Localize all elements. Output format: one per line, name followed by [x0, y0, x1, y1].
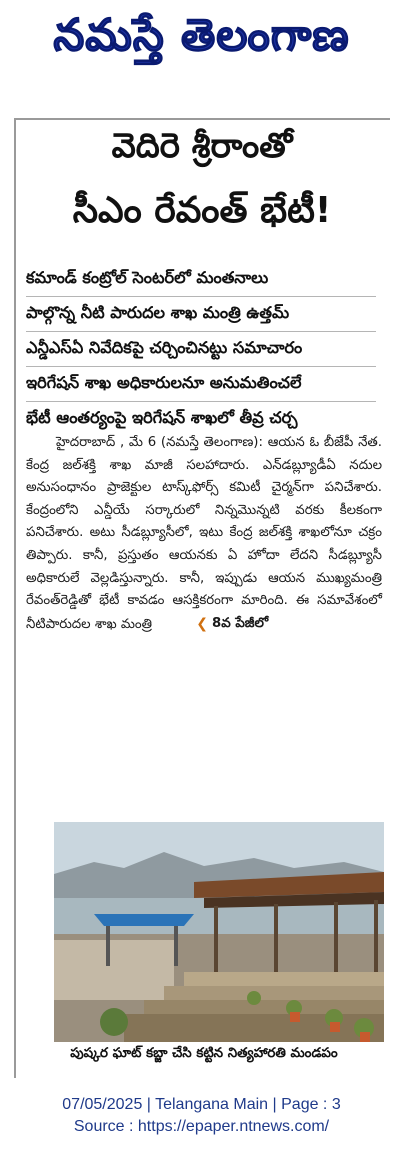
jump-label: 8వ పేజీలో — [212, 615, 269, 631]
masthead — [0, 0, 403, 82]
footer-edition-info: 07/05/2025 | Telangana Main | Page : 3 — [62, 1096, 341, 1113]
subhead: కమాండ్ కంట్రోల్ సెంటర్‌లో మంతనాలు — [26, 262, 376, 297]
subhead: భేటీ ఆంతర్యంపై ఇరిగేషన్ శాఖలో తీవ్ర చర్చ — [26, 407, 298, 427]
subhead: పాల్గొన్న నీటి పారుదల శాఖ మంత్రి ఉత్తమ్ — [26, 297, 376, 332]
subhead: ఇరిగేషన్ శాఖ అధికారులనూ అనుమతించలే — [26, 367, 376, 402]
article-frame-top-rule — [14, 118, 390, 120]
chevron-left-icon: ❮ — [196, 615, 209, 632]
headline-line-1: వెదిరె శ్రీరాంతో — [111, 126, 293, 166]
news-photo — [54, 822, 384, 1042]
subhead: ఎన్డీఎస్ఏ నివేదికపై చర్చించినట్టు సమాచారం — [26, 332, 376, 367]
footer-source-link[interactable]: Source : https://epaper.ntnews.com/ — [73, 1118, 330, 1135]
body-paragraph: ఆయన ఓ బీజేపీ నేత. కేంద్ర జల్‌శక్తి శాఖ మాజీ సలహాదారు. ఎన్‌డబ్ల్యూడీఏ నదుల అనుసంధానం ప్రాజెక్టుల టాస్క్‌ఫోర్స్ కమిటీ చైర్మన్‌గా పనిచేశారు. కేంద్రంలోని ఎన్డీయే సర్కారులో నిన్నమొన్నటి వరకు కీలకంగా పనిచేశారు. అటు సీడబ్ల్యూసీలో, ఇటు కేంద్ర జల్‌శక్తి శాఖలోనూ చక్రం తిప్పారు. కానీ, ప్రస్తుతం ఆయనకు ఏ హోదా లేదని సీడబ్ల్యూసీ అధికారులే వెల్లడిస్తున్నారు. కానీ, ఇప్పుడు ఆయన ముఖ్యమంత్రి రేవంత్‌రెడ్డితో భేటీ కావడం ఆసక్తికరంగా మారింది. ఈ సమావేశంలో నీటిపారుదల శాఖ మంత్రి — [26, 435, 382, 632]
jump-link[interactable] — [196, 613, 268, 636]
headline-line-2: సీఎం రేవంత్ భేటీ! — [72, 190, 332, 231]
subheads — [26, 262, 376, 436]
photo-illustration — [54, 822, 384, 1042]
photo-caption: పుష్కర ఘాట్ కబ్జా చేసి కట్టిన నిత్యహారతి మండపం — [70, 1046, 338, 1061]
article-body — [26, 432, 382, 636]
dateline: హైదరాబాద్ , మే 6 (నమస్తే తెలంగాణ): — [56, 435, 263, 450]
masthead-title: నమస్తే తెలంగాణ — [53, 10, 350, 61]
